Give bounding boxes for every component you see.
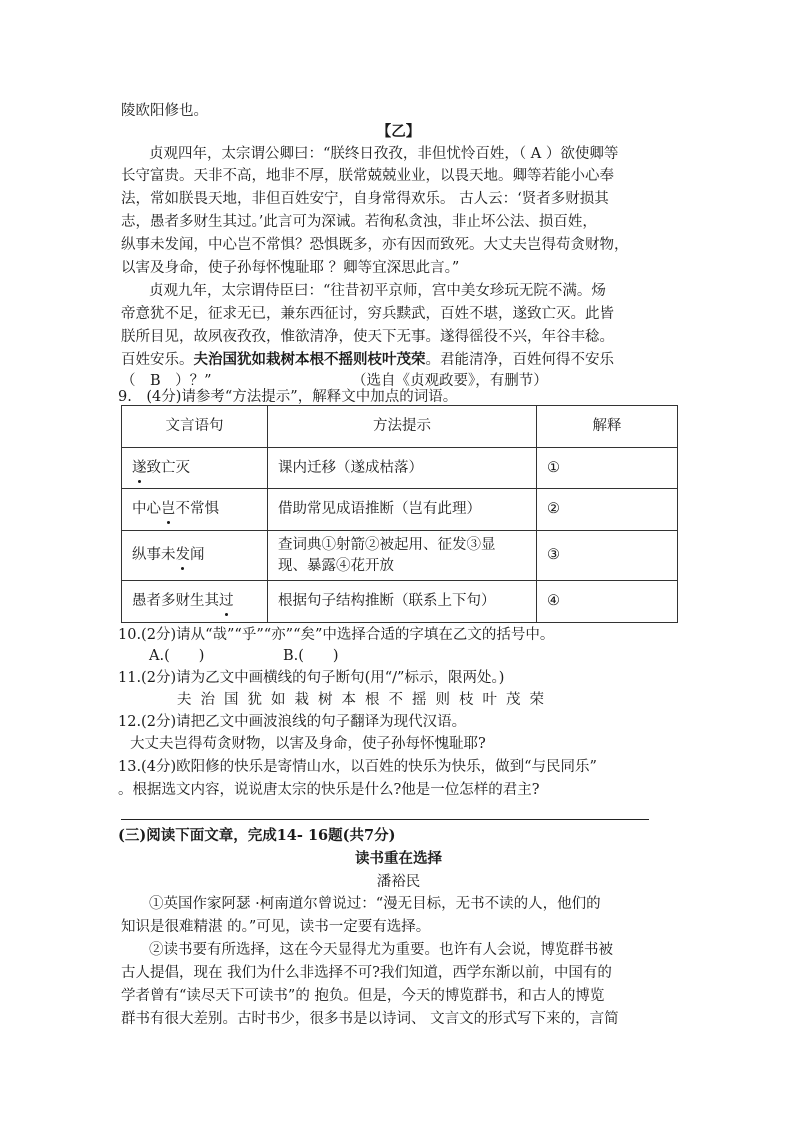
passage-b-line: 纵事未发闻，中心岂不常惧？恐惧既多，亦有因而致死。大丈夫岂得苟贪财物，: [121, 237, 629, 253]
article-line: ②读书要有所选择，这在今天显得尤为重要。也许有人会说，博览群书被: [149, 942, 613, 958]
hint-cell: 查词典①射箭②被起用、征发③显 现、暴露④花开放: [268, 531, 537, 581]
table-row: [122, 448, 678, 489]
article-line: 学者曾有“读尽天下可读书”的 抱负。但是，今天的博览群书，和古人的博览: [121, 988, 605, 1004]
passage-b-line: 朕所目见，故夙夜孜孜，惟欲清净，使天下无事。遂得徭役不兴，年谷丰稔。: [121, 329, 614, 345]
answer-cell: ②: [537, 489, 678, 531]
answer-cell: ④: [537, 581, 678, 623]
blank-a-answer: A.( ): [149, 648, 205, 664]
sentence-to-translate: 大丈夫岂得苟贪财物，以害及身命，使子孙每怀愧耻耶?: [130, 736, 486, 752]
underlined-sentence: 夫治国犹如栽树本根不摇则枝叶茂荣: [193, 351, 426, 368]
passage-b-line-final: [121, 349, 614, 371]
passage-b-line: 长守富贵。天非不高，地非不厚，朕常兢兢业业，以畏天地。卿等若能小心奉: [121, 168, 614, 184]
sentence-cell: 纵事未发闻: [122, 531, 268, 581]
section-3-heading: (三)阅读下面文章，完成14- 16题(共7分): [118, 827, 396, 844]
source-note: （选自《贞观政要》，有删节）: [352, 373, 548, 389]
passage-b-text: 百姓安乐。: [121, 352, 194, 368]
hint-cell: 根据句子结构推断（联系上下句）: [268, 581, 537, 623]
table-row: [122, 531, 678, 581]
dotted-word: 发: [176, 545, 191, 566]
dotted-word: 遂: [132, 458, 147, 479]
passage-b-text: 。君能清净，百姓何得不安乐: [425, 352, 614, 368]
blank-b-answer: B.( ): [283, 648, 339, 664]
table-header-row: [122, 406, 678, 448]
passage-b-line: 以害及身命，使子孙每怀愧耻耶 ？卿等宜深思此言。”: [121, 260, 460, 276]
answer-cell: ③: [537, 531, 678, 581]
table-row: [122, 489, 678, 531]
sentence-to-punctuate: 夫治国犹如栽树本根不摇则枝叶茂荣: [177, 692, 553, 708]
question-13-line: 。根据选文内容，说说唐太宗的快乐是什么?他是一位怎样的君主?: [118, 782, 540, 798]
table-header: 方法提示: [268, 406, 537, 448]
article-line: ①英国作家阿瑟 ·柯南道尔曾说过：“漫无目标，无书不读的人，他们的: [149, 896, 601, 912]
question-9-stem: 9. (4分)请参考“方法提示”，解释文中加点的词语。: [118, 389, 458, 405]
sentence-cell: 愚者多财生其过: [122, 581, 268, 623]
question-12-stem: 12.(2分)请把乙文中画波浪线的句子翻译为现代汉语。: [118, 714, 467, 730]
passage-b-line: 志，愚者多财生其过。’此言可为深诫。若徇私贪浊，非止坏公法、损百姓，: [121, 214, 597, 230]
question-11-stem: 11.(2分)请为乙文中画横线的句子断句(用“/”标示，限两处。): [118, 670, 505, 686]
section-divider: [121, 819, 649, 820]
hint-cell: 借助常见成语推断（岂有此理）: [268, 489, 537, 531]
hint-cell: 课内迁移（遂成枯落）: [268, 448, 537, 489]
blank-b: （ B ）？”: [121, 373, 212, 389]
question-10-stem: 10.(2分)请从“哉”“乎”“亦”“矣”中选择合适的字填在乙文的括号中。: [118, 627, 555, 643]
article-title: 读书重在选择: [355, 850, 442, 867]
article-author: 潘裕民: [376, 874, 421, 890]
table-row: [122, 581, 678, 623]
method-table: [121, 405, 678, 623]
article-line: 知识是很难精湛 的。”可见，读书一定要有选择。: [121, 919, 431, 935]
passage-b-line: 帝意犹不足，征求无已，兼东西征讨，穷兵黩武，百姓不堪，遂致亡灭。此皆: [121, 306, 614, 322]
passage-b-heading: 【乙】: [376, 123, 421, 140]
passage-b-line: 法，常如朕畏天地，非但百姓安宁，自身常得欢乐。 古人云：‘贤者多财损其: [121, 191, 609, 207]
question-13-line: 13.(4分)欧阳修的快乐是寄情山水，以百姓的快乐为快乐，做到“与民同乐”: [118, 759, 597, 775]
sentence-cell: 中心岂不常惧: [122, 489, 268, 531]
passage-a-ending: 陵欧阳修也。: [121, 103, 208, 119]
dotted-word: 过: [219, 591, 234, 612]
article-line: 群书有很大差别。古时书少，很多书是以诗词、 文言文的形式写下来的，言简: [121, 1011, 619, 1027]
article-line: 古人提倡，现在 我们为什么非选择不可?我们知道，西学东渐以前，中国有的: [121, 965, 612, 981]
table-header: 解释: [537, 406, 678, 448]
answer-cell: ①: [537, 448, 678, 489]
passage-b-line: 贞观四年，太宗谓公卿曰：“朕终日孜孜，非但忧怜百姓，（ A ）欲使卿等: [149, 146, 619, 162]
dotted-word: 岂: [161, 499, 176, 520]
table-header: 文言语句: [122, 406, 268, 448]
passage-b-line: 贞观九年，太宗谓侍臣曰：“往昔初平京师，宫中美女珍玩无院不满。炀: [149, 283, 606, 299]
sentence-cell: 遂致亡灭: [122, 448, 268, 489]
